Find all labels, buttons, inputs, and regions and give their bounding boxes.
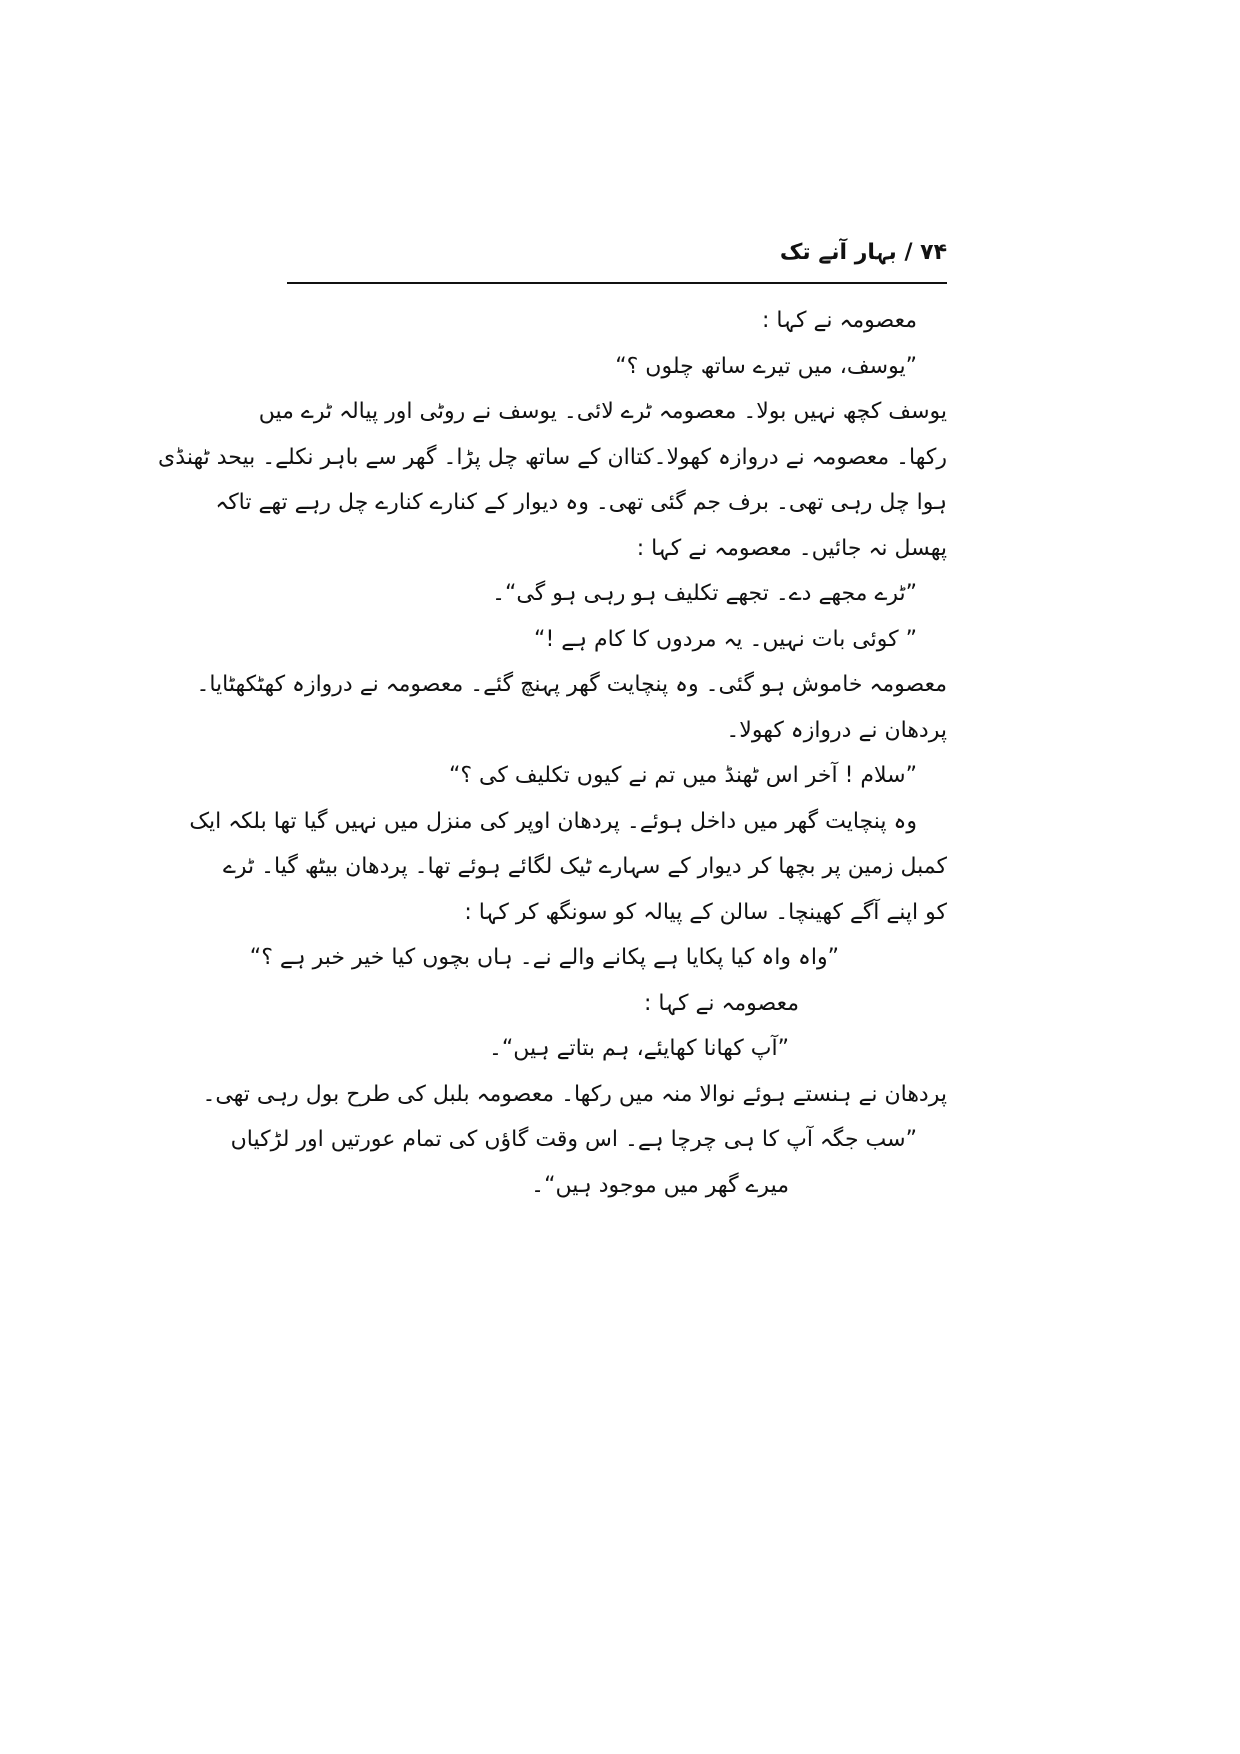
text-line: میرے گھر میں موجود ہیں“۔: [531, 1172, 789, 1198]
text-line: یوسف کچھ نہیں بولا۔ معصومہ ٹرے لائی۔ یوسف نے روٹی اور پیالہ ٹرے میں: [258, 399, 947, 424]
text-line: ہوا چل رہی تھی۔ برف جم گئی تھی۔ وہ دیوار کے کنارے کنارے چل رہے تھے تاکہ: [215, 490, 947, 515]
page-body: [158, 298, 947, 1208]
text-line: ” کوئی بات نہیں۔ یہ مردوں کا کام ہے !“: [534, 626, 917, 652]
text-line: ”سلام ! آخر اس ٹھنڈ میں تم نے کیوں تکلیف کی ؟“: [448, 763, 917, 788]
text-line: پردھان نے ہنستے ہوئے نوالا منہ میں رکھا۔ معصومہ بلبل کی طرح بول رہی تھی۔: [202, 1081, 947, 1107]
text-line: ”یوسف، میں تیرے ساتھ چلوں ؟“: [615, 353, 917, 379]
text-line: معصومہ خاموش ہو گئی۔ وہ پنچایت گھر پہنچ گئے۔ معصومہ نے دروازہ کھٹکھٹایا۔: [196, 672, 947, 697]
running-header: [287, 238, 947, 284]
text-line: رکھا۔ معصومہ نے دروازہ کھولا۔کتاان کے ساتھ چل پڑا۔ گھر سے باہر نکلے۔ بیحد ٹھنڈی: [158, 444, 947, 470]
text-line: پھسل نہ جائیں۔ معصومہ نے کہا :: [636, 535, 947, 561]
text-line: معصومہ نے کہا :: [644, 990, 799, 1016]
text-line: ”ٹرے مجھے دے۔ تجھے تکلیف ہو رہی ہو گی“۔: [492, 581, 917, 606]
text-line: وہ پنچایت گھر میں داخل ہوئے۔ پردھان اوپر کی منزل میں نہیں گیا تھا بلکہ ایک: [189, 808, 917, 834]
text-line: پردھان نے دروازہ کھولا۔: [726, 717, 947, 743]
text-line: معصومہ نے کہا :: [762, 308, 917, 333]
text-line: کو اپنے آگے کھینچا۔ سالن کے پیالہ کو سونگھ کر کہا :: [464, 899, 947, 925]
text-line: ”سب جگہ آپ کا ہی چرچا ہے۔ اس وقت گاؤں کی تمام عورتیں اور لڑکیاں: [230, 1127, 917, 1152]
text-line: ”آپ کھانا کھایئے، ہم بتاتے ہیں“۔: [489, 1036, 789, 1061]
running-title: ۷۴ / بہار آنے تک: [779, 240, 947, 265]
text-line: ”واہ واہ کیا پکایا ہے پکانے والے نے۔ ہاں بچوں کیا خیر خبر ہے ؟“: [249, 945, 839, 970]
text-line: کمبل زمین پر بچھا کر دیوار کے سہارے ٹیک لگائے ہوئے تھا۔ پردھان بیٹھ گیا۔ ٹرے: [223, 854, 947, 879]
